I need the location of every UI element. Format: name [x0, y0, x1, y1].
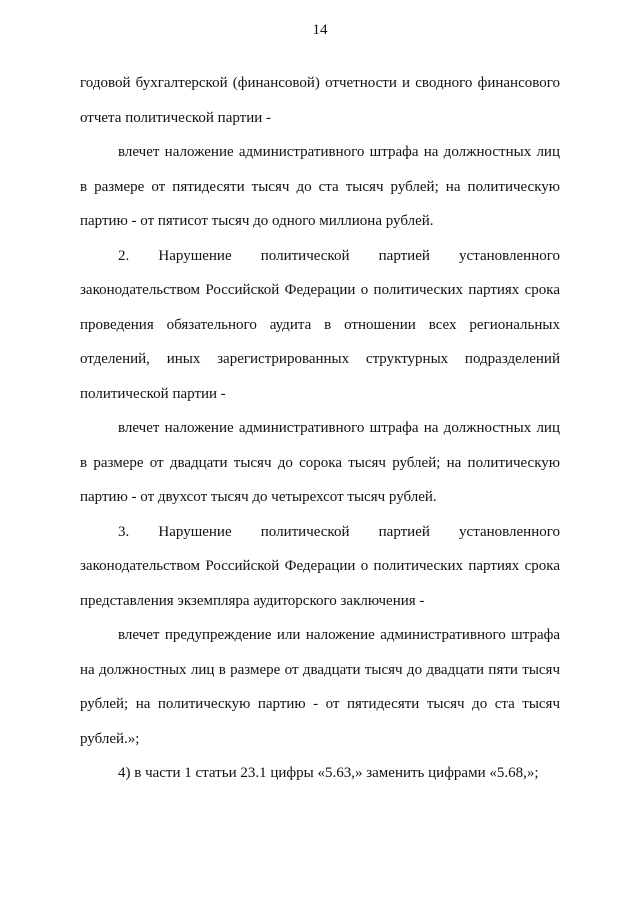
- paragraph-continuation: годовой бухгалтерской (финансовой) отчетности и сводного финансового отчета политической партии -: [80, 75, 560, 126]
- paragraph-item-2: 2. Нарушение политической партией установленного законодательством Российской Федерации о политических партиях срока проведения обязательного аудита в отношении всех региональных отделений, иных зарегистрированных структурных подразделений политической партии -: [80, 247, 560, 402]
- paragraph-item-3: 3. Нарушение политической партией установленного законодательством Российской Федерации о политических партиях срока представления экземпляра аудиторского заключения -: [80, 523, 560, 609]
- page-number: 14: [312, 22, 328, 38]
- paragraph-penalty-2: влечет наложение административного штрафа на должностных лиц в размере от двадцати тысяч до сорока тысяч рублей; на политическую партию - от двухсот тысяч до четырехсот тысяч рублей.: [80, 420, 560, 505]
- paragraph-item-4: 4) в части 1 статьи 23.1 цифры «5.63,» заменить цифрами «5.68,»;: [118, 765, 539, 781]
- paragraph-penalty-3: влечет предупреждение или наложение административного штрафа на должностных лиц в размере от двадцати тысяч до двадцати пяти тысяч рублей; на политическую партию - от пятидесяти тысяч до ста тысяч рублей.»;: [80, 627, 560, 747]
- paragraph-penalty-1: влечет наложение административного штрафа на должностных лиц в размере от пятидесяти тысяч до ста тысяч рублей; на политическую партию - от пятисот тысяч до одного миллиона рублей.: [80, 144, 560, 229]
- document-body: [80, 66, 560, 791]
